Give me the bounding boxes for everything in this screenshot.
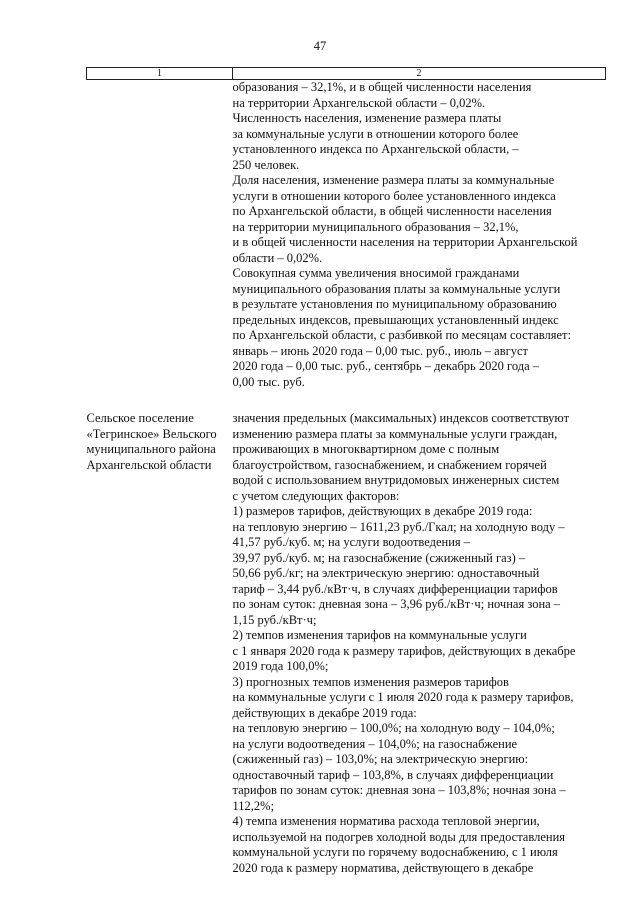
text-line: водой с использованием внутридомовых инженерных систем xyxy=(232,473,560,487)
text-line: январь – июнь 2020 года – 0,00 тыс. руб., июль – август xyxy=(232,343,529,358)
text-line: 50,66 руб./кг; на электрическую энергию: одноставочный xyxy=(232,566,540,580)
table-header-row xyxy=(87,68,606,80)
row2-col1-cell xyxy=(87,411,233,876)
text-line: одноставочный тариф – 103,8%, в случаях дифференциации xyxy=(232,767,554,782)
text-line: изменению размера платы за коммунальные услуги граждан, xyxy=(232,426,558,441)
text-line: муниципального района xyxy=(86,442,216,456)
table-row xyxy=(87,80,606,391)
text-line: на коммунальные услуги с 1 июля 2020 года к размеру тарифов, xyxy=(232,690,574,704)
text-line: на территории Архангельской области – 0,02%. xyxy=(232,95,486,110)
tariff-table xyxy=(86,67,606,876)
row1-col1-cell xyxy=(87,80,233,391)
text-line: на тепловую энергию – 100,0%; на холодную воду – 104,0%; xyxy=(232,721,555,735)
text-line: «Тегринское» Вельского xyxy=(86,426,217,441)
text-line: по зонам суток: дневная зона – 3,96 руб./кВт·ч; ночная зона – xyxy=(232,597,561,611)
text-line: Архангельской области xyxy=(86,457,212,472)
text-line: 250 человек. xyxy=(232,157,300,172)
text-line: 1) размеров тарифов, действующих в декабре 2019 года: xyxy=(232,504,533,518)
text-line: 41,57 руб./куб. м; на услуги водоотведения – xyxy=(232,535,471,549)
row2-col2-cell xyxy=(233,411,606,876)
text-line: за коммунальные услуги в отношении которого более xyxy=(232,126,519,141)
text-line: муниципального образования платы за коммунальные услуги xyxy=(232,281,561,296)
text-line: 2) темпов изменения тарифов на коммунальные услуги xyxy=(232,628,527,642)
text-line: на тепловую энергию – 1611,23 руб./Гкал; на холодную воду – xyxy=(232,519,565,534)
text-line: предельных индексов, превышающих установленный индекс xyxy=(232,312,559,327)
row1-col2-cell xyxy=(233,80,606,391)
text-line: действующих в декабре 2019 года: xyxy=(232,705,417,720)
text-line: на территории муниципального образования – 32,1%, xyxy=(232,219,519,234)
text-line: используемой на подогрев холодной воды для предоставления xyxy=(232,829,566,844)
text-line: Доля населения, изменение размера платы за коммунальные xyxy=(232,173,555,187)
text-line: тарифов по зонам суток: дневная зона – 103,8%; ночная зона – xyxy=(232,783,566,797)
text-line: с 1 января 2020 года к размеру тарифов, действующих в декабре xyxy=(232,643,576,658)
text-line: коммунальной услуги по горячему водоснабжению, с 1 июля xyxy=(232,845,558,859)
text-line: Численность населения, изменение размера платы xyxy=(232,111,502,125)
text-line: (сжиженный газ) – 103,0%; на электрическую энергию: xyxy=(232,752,529,766)
text-line: 2020 года – 0,00 тыс. руб., сентябрь – декабрь 2020 года – xyxy=(232,359,539,373)
text-line: проживающих в многоквартирном доме с полным xyxy=(232,442,500,456)
text-line: образования – 32,1%, и в общей численности населения xyxy=(232,80,532,94)
text-line: Сельское поселение xyxy=(86,411,194,425)
text-line: 2019 года 100,0%; xyxy=(232,659,329,673)
column-2-header: 2 xyxy=(233,68,606,80)
text-line: с учетом следующих факторов: xyxy=(232,488,400,503)
column-1-header: 1 xyxy=(87,68,233,80)
text-line: установленного индекса по Архангельской области, – xyxy=(232,142,519,156)
text-line: по Архангельской области, в общей численности населения xyxy=(232,204,552,218)
text-line: значения предельных (максимальных) индексов соответствуют xyxy=(232,411,570,425)
text-line: услуги в отношении которого более установленного индекса xyxy=(232,188,556,203)
text-line: 3) прогнозных темпов изменения размеров тарифов xyxy=(232,674,509,689)
text-line: на услуги водоотведения – 104,0%; на газоснабжение xyxy=(232,736,518,751)
text-line: 112,2%; xyxy=(232,798,275,813)
text-line: и в общей численности населения на территории Архангельской xyxy=(232,235,578,249)
text-line: 39,97 руб./куб. м; на газоснабжение (сжиженный газ) – xyxy=(232,550,526,565)
text-line: области – 0,02%. xyxy=(232,250,323,265)
text-line: 4) темпа изменения норматива расхода тепловой энергии, xyxy=(232,814,540,828)
text-line: Совокупная сумма увеличения вносимой гражданами xyxy=(232,266,520,280)
text-line: в результате установления по муниципальному образованию xyxy=(232,297,557,311)
text-line: благоустройством, газоснабжением, и снабжением горячей xyxy=(232,457,547,472)
text-line: 0,00 тыс. руб. xyxy=(232,374,305,389)
row-gap xyxy=(87,390,606,411)
text-line: 2020 года к размеру норматива, действующего в декабре xyxy=(232,860,534,875)
text-line: по Архангельской области, с разбивкой по месяцам составляет: xyxy=(232,328,571,342)
text-line: 1,15 руб./кВт·ч; xyxy=(232,612,317,627)
table-row xyxy=(87,411,606,876)
text-line: тариф – 3,44 руб./кВт·ч, в случаях дифференциации тарифов xyxy=(232,581,558,596)
page-number: 47 xyxy=(313,39,327,53)
